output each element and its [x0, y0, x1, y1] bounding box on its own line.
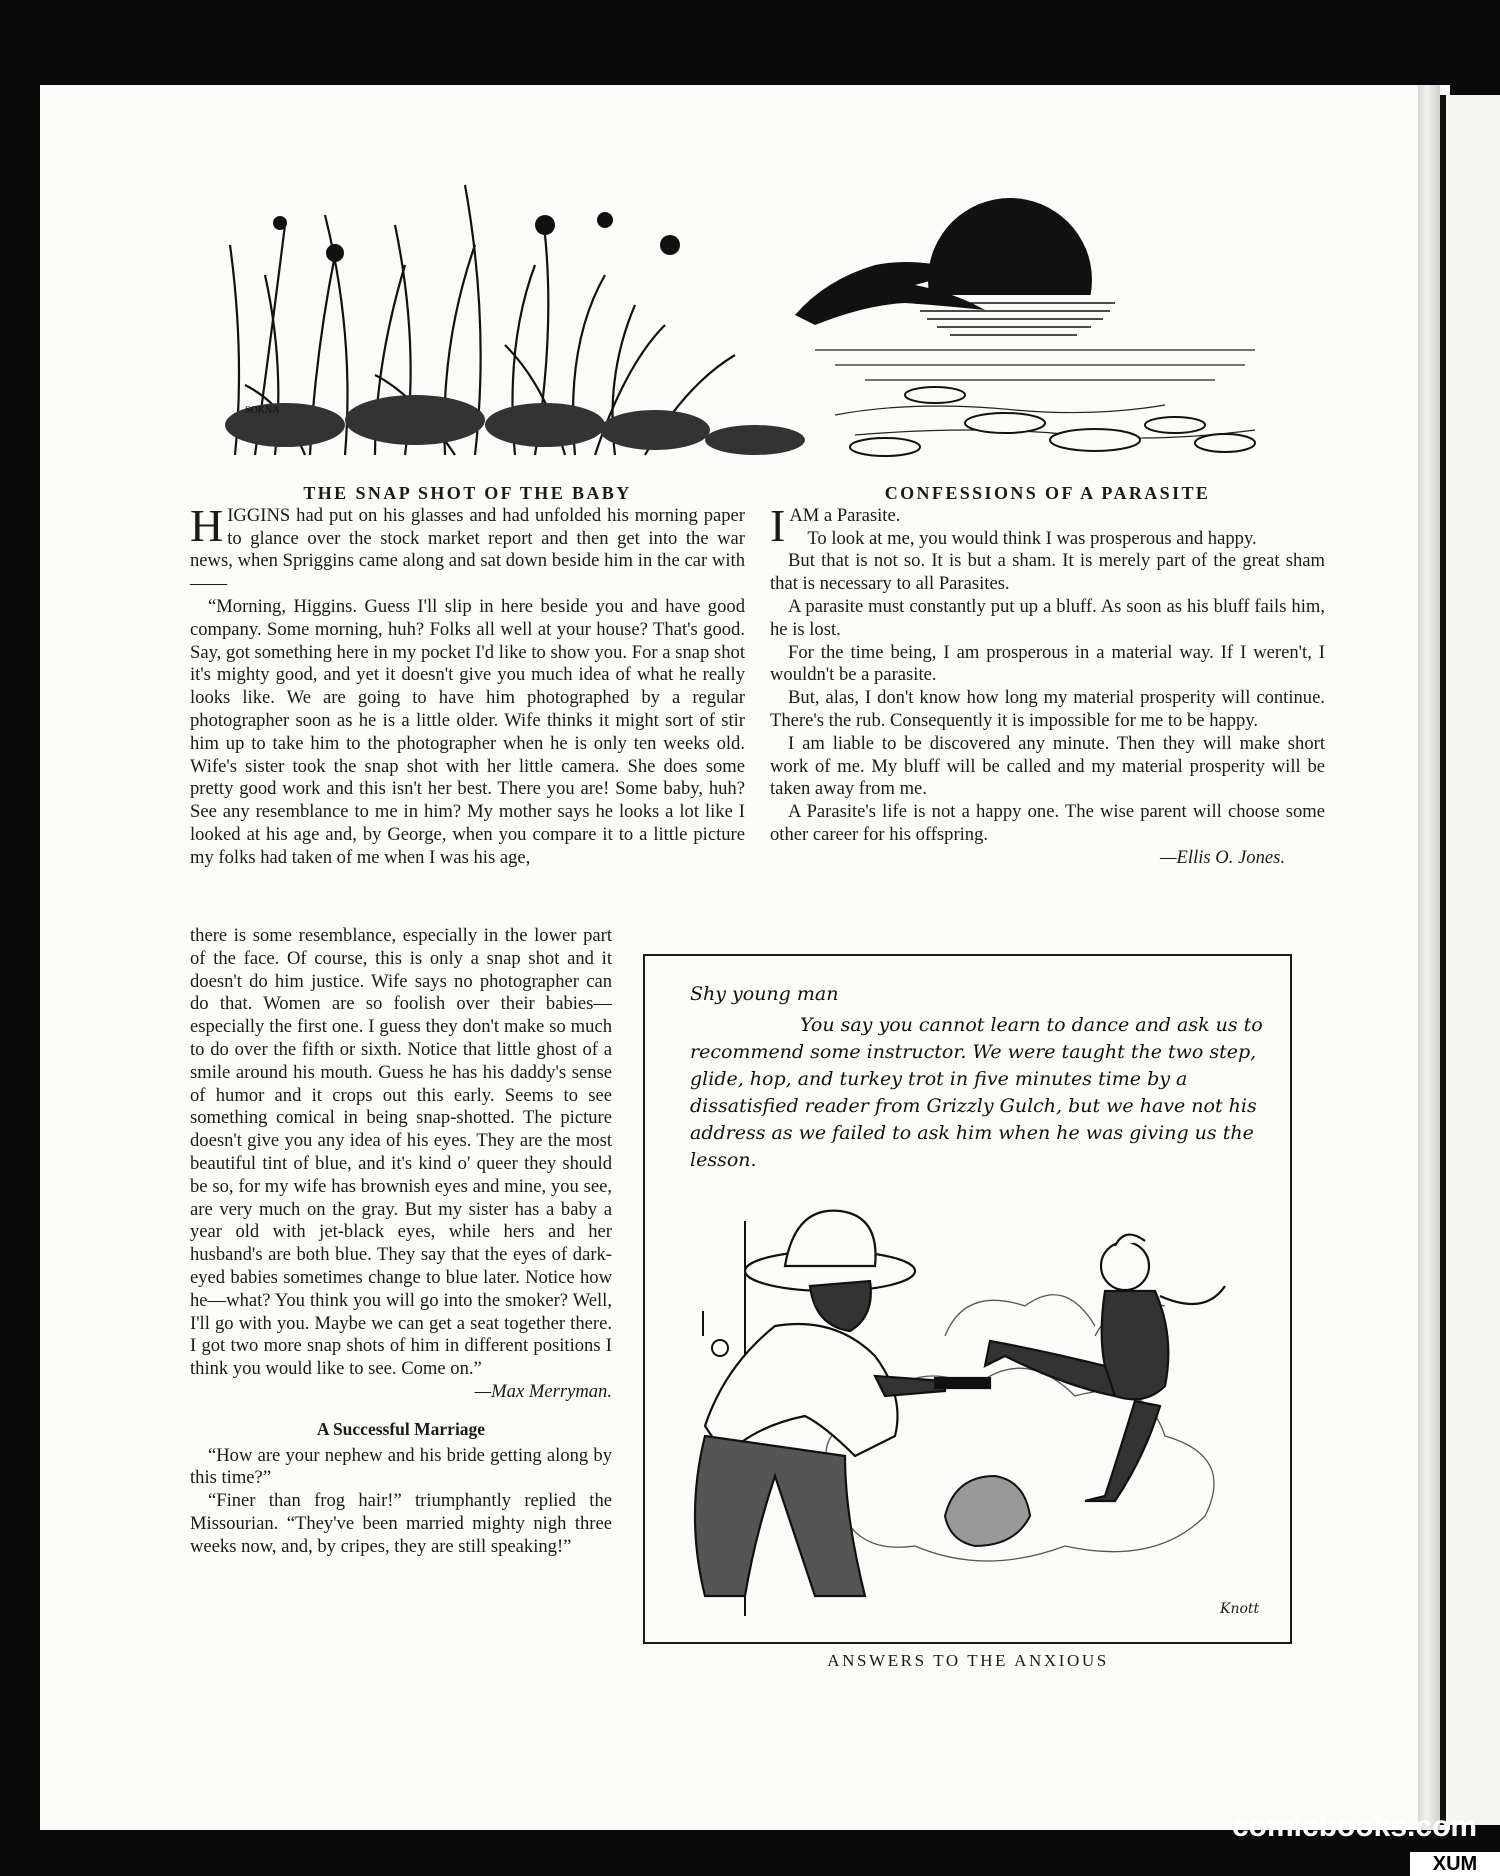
site-watermark: comicbooks.com — [1232, 1810, 1478, 1843]
story-snap-shot-title: THE SNAP SHOT OF THE BABY — [303, 483, 632, 503]
drop-cap-i: I — [770, 499, 786, 551]
lily-pads — [850, 387, 1255, 456]
story-parasite-p1-text: AM a Parasite. — [789, 504, 901, 526]
story-snap-shot-p1 — [190, 499, 745, 596]
iris-flowers — [273, 212, 680, 262]
letter-body: You say you cannot learn to dance and ask us to recommend some instructor. We were taught the two step, glide, hop, and turkey trot in five minutes time by a dissatisfied reader from Grizzly Gulch, but we have not his address as we failed to ask him when he was giving us the lesson. — [690, 1014, 1263, 1171]
cowboy-figure — [695, 1211, 990, 1596]
illustration-artist-signature: SOKNA — [245, 405, 280, 416]
page-gutter — [1418, 85, 1440, 1830]
scan-tag: XUM — [1410, 1852, 1500, 1876]
story-parasite-paragraph: I am liable to be discovered any minute. Then they will make short work of me. My bluff will be called and my material prosperity will be taken away from me. — [770, 732, 1325, 800]
story-parasite-signature: —Ellis O. Jones. — [1160, 846, 1285, 868]
story-snap-shot-lower — [190, 925, 612, 1559]
story-snap-shot-signature: —Max Merryman. — [474, 1380, 612, 1402]
story-parasite-paragraph: But, alas, I don't know how long my material prosperity will continue. There's the rub. Consequently it is impossible for me to be happy. — [770, 687, 1325, 731]
marsh-sunset-illustration — [215, 185, 1280, 465]
letter-salutation: Shy young man — [690, 983, 839, 1005]
drop-cap-h: H — [190, 499, 224, 551]
adjacent-page-edge — [1440, 95, 1500, 1825]
story-snap-shot-upper — [190, 482, 745, 870]
story-parasite-paragraph: For the time being, I am prosperous in a material way. If I weren't, I wouldn't be a parasite. — [770, 641, 1325, 686]
story-marriage-p2: “Finer than frog hair!” triumphantly replied the Missourian. “They've been married mighty nigh three weeks now, and, by cripes, they are still speaking!” — [190, 1490, 612, 1557]
story-parasite-paragraph: To look at me, you would think I was prosperous and happy. — [807, 527, 1257, 549]
handwritten-letter — [690, 981, 1270, 1174]
story-snap-shot-p1-text: IGGINS had put on his glasses and had unfolded his morning paper to glance over the stock market report and then get into the war news, when Spriggins came along and sat down beside him in the car with—— — [190, 504, 745, 595]
story-parasite-paragraph: A Parasite's life is not a happy one. The wise parent will choose some other career for his offspring. — [770, 801, 1325, 845]
sun — [915, 198, 1115, 365]
story-parasite — [770, 482, 1325, 870]
basket — [945, 1476, 1030, 1546]
cartoon-caption: ANSWERS TO THE ANXIOUS — [827, 1651, 1109, 1670]
cartoon-panel — [643, 954, 1292, 1644]
story-parasite-paragraph: A parasite must constantly put up a bluff. As soon as his bluff fails him, he is lost. — [770, 595, 1325, 640]
story-parasite-title: CONFESSIONS OF A PARASITE — [884, 483, 1211, 503]
cartoon-artist-signature: Knott — [1220, 1601, 1260, 1617]
story-parasite-paragraph: But that is not so. It is but a sham. It is merely part of the great sham that is necessary to all Parasites. — [770, 550, 1325, 595]
story-marriage-p1: “How are your nephew and his bride getting along by this time?” — [190, 1444, 612, 1489]
story-marriage-title: A Successful Marriage — [316, 1418, 486, 1439]
story-snap-shot-p2-bottom: there is some resemblance, especially in the lower part of the face. Of course, this is only a snap shot and it doesn't do him justice. Wife says no photographer can do that. Women are so foolish over their babies—especially the first one. I guess they don't make so much to do over the fifth or sixth. Notice that little ghost of a smile around his mouth. Guess he has his daddy's sense of humor and it crops out this early. Seems to see something comical in being snap-shotted. The picture doesn't give you any idea of his eyes. They are the most beautiful tint of blue, and it's kind o' queer they should be so, for my wife has brownish eyes and mine, you see, are very much on the gray. But my sister has a baby a year old with jet-black eyes, while hers and her husband's are both blue. They say that the eyes of dark-eyed babies sometimes change to blue later. Notice how he—what? You think you will go into the smoker? Well, I'll go with you. Maybe we can get a seat together there. I got two more snap shots of him in different positions I think you would like to see. Come on.” — [190, 925, 612, 1380]
story-snap-shot-p2-top: “Morning, Higgins. Guess I'll slip in here beside you and have good company. Some morning, huh? Folks all well at your house? That's good. Say, got something here in my pocket I'd like to show you. For a snap shot it's mighty good, and yet it doesn't give you much idea of what he really looks like. We are going to have him photographed by a regular photographer soon as he is a little older. Wife thinks it might sort of stir him up to take him to the photographer when he is only ten weeks old. Wife's sister took the snap shot with her little camera. She does some pretty good work and this isn't her best. There you are! Some baby, huh? See any resemblance to me in him? My mother says he looks a lot like I looked at his age and, by George, when you compare it to a little picture my folks had taken of me when I was his age, — [190, 595, 745, 868]
